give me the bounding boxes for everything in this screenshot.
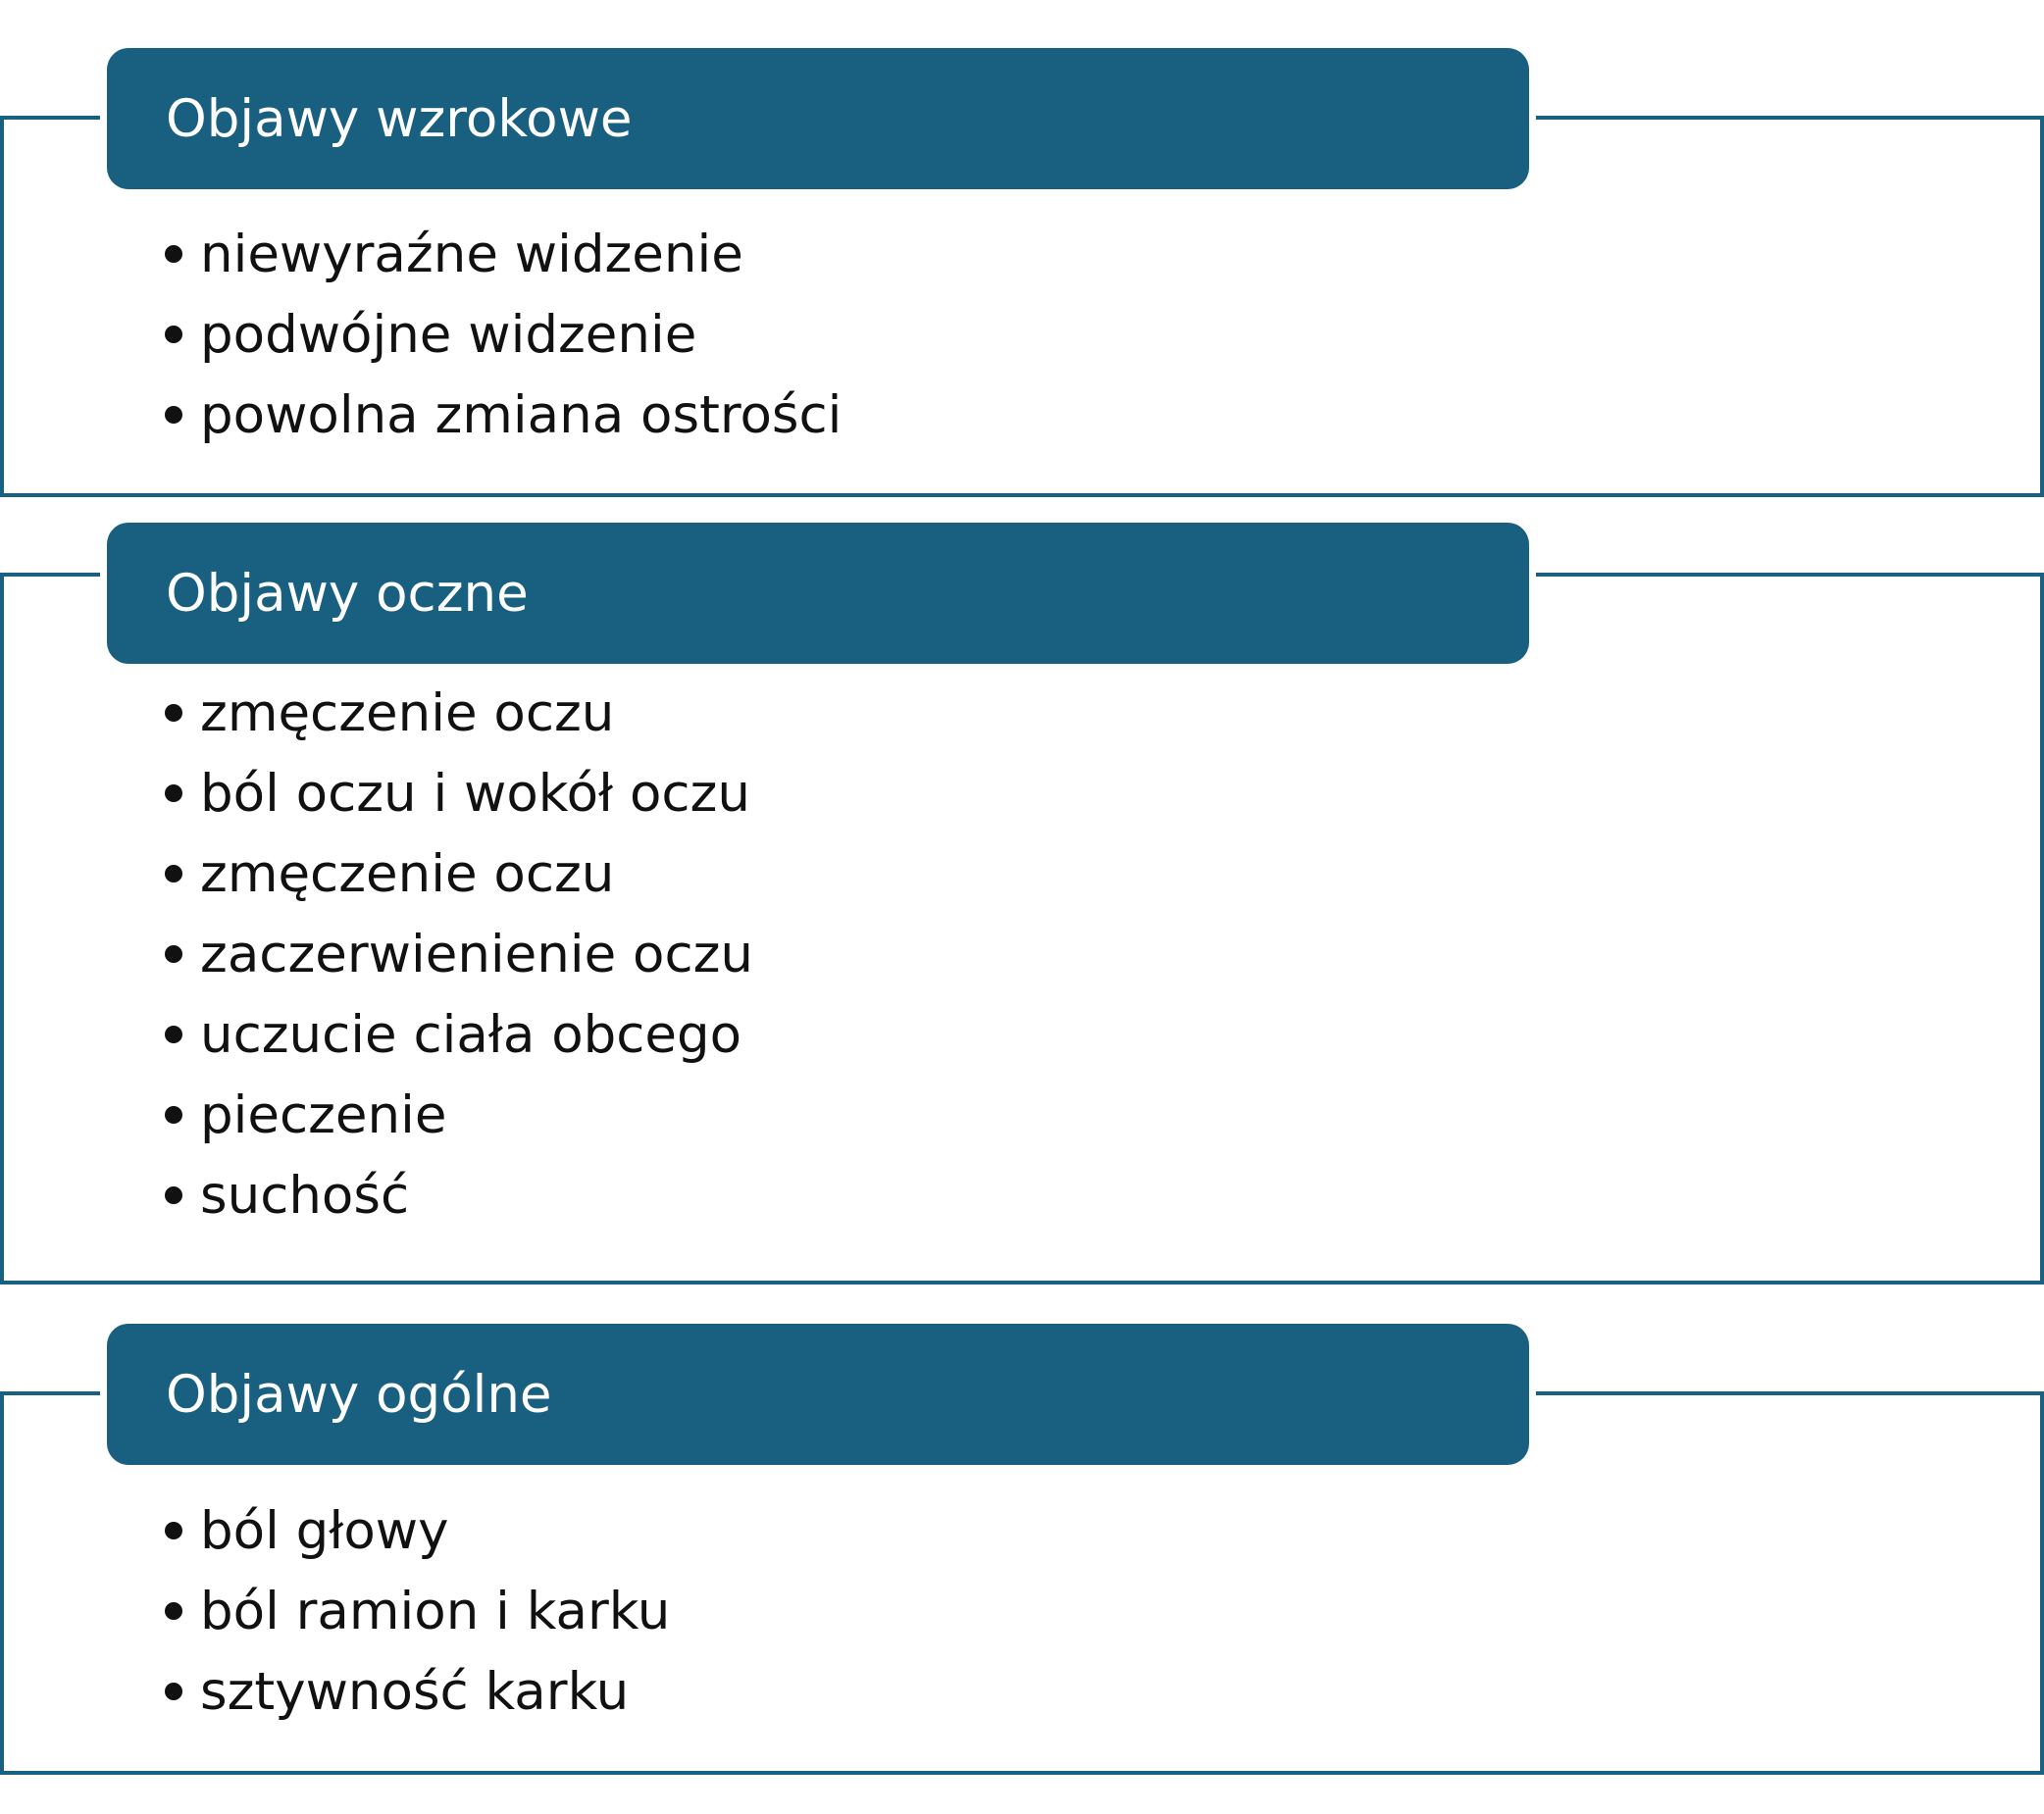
list-item bbox=[165, 1651, 670, 1732]
group-title: Objawy wzrokowe bbox=[166, 88, 633, 149]
list-item-text: uczucie ciała obcego bbox=[200, 1004, 742, 1065]
group-title: Objawy ogólne bbox=[166, 1364, 552, 1425]
list-item-text: zmęczenie oczu bbox=[200, 682, 615, 743]
list-item-text: sztywność karku bbox=[200, 1661, 630, 1722]
bullet-list bbox=[165, 1490, 670, 1732]
list-item-text: zaczerwienienie oczu bbox=[200, 924, 754, 984]
bullet-icon bbox=[165, 1602, 182, 1620]
group-header bbox=[107, 1324, 1529, 1465]
list-item-text: zmęczenie oczu bbox=[200, 843, 615, 904]
list-item-text: ból oczu i wokół oczu bbox=[200, 763, 750, 824]
group-title: Objawy oczne bbox=[166, 563, 529, 624]
bullet-icon bbox=[165, 1522, 182, 1539]
list-item-text: pieczenie bbox=[200, 1084, 447, 1145]
list-item-text: podwójne widzenie bbox=[200, 304, 697, 365]
list-item bbox=[165, 1490, 670, 1571]
list-item-text: powolna zmiana ostrości bbox=[200, 384, 843, 445]
list-item-text: ból ramion i karku bbox=[200, 1581, 671, 1641]
list-item bbox=[165, 1571, 670, 1651]
list-item-text: ból głowy bbox=[200, 1500, 449, 1561]
bullet-icon bbox=[165, 1683, 182, 1700]
list-item-text: niewyraźne widzenie bbox=[200, 224, 743, 284]
list-item-text: suchość bbox=[200, 1165, 410, 1226]
